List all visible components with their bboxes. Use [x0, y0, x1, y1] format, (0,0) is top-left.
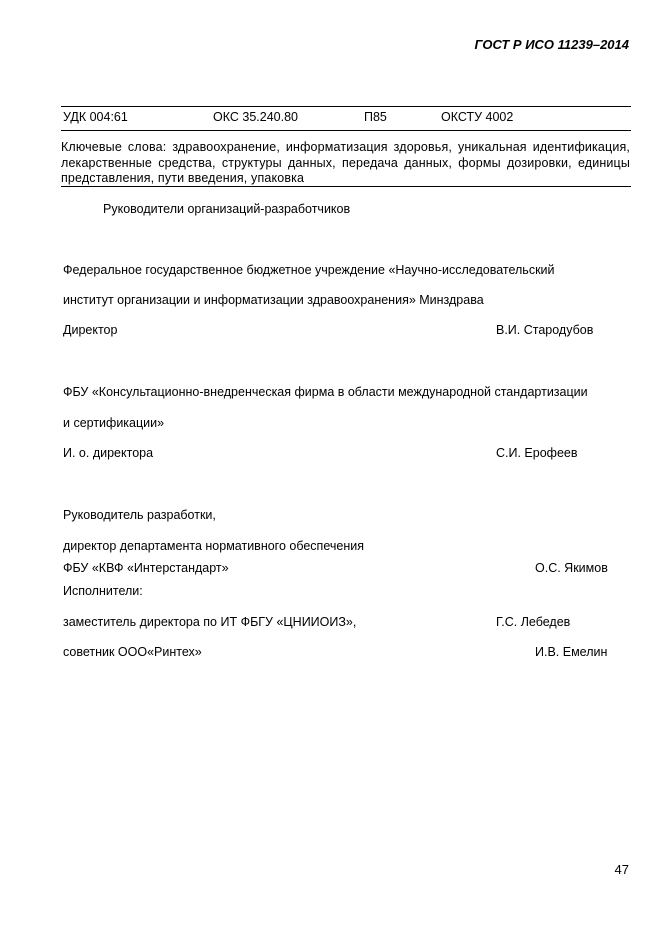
performers-title: Исполнители:	[63, 584, 143, 598]
org1-line1: Федеральное государственное бюджетное учреждение «Научно-исследовательский	[63, 263, 555, 277]
keywords-rule	[61, 186, 631, 187]
performer2-name: И.В. Емелин	[535, 645, 608, 659]
document-code: ГОСТ Р ИСО 11239–2014	[474, 37, 629, 52]
lead-title: Руководитель разработки,	[63, 508, 216, 522]
oks-code: ОКС 35.240.80	[213, 110, 298, 124]
lead-org: ФБУ «КВФ «Интерстандарт»	[63, 561, 229, 575]
udk-code: УДК 004:61	[63, 110, 128, 124]
performer1-name: Г.С. Лебедев	[496, 615, 571, 629]
org2-signatory: С.И. Ерофеев	[496, 446, 578, 460]
org1-line2: институт организации и информатизации здравоохранения» Минздрава	[63, 293, 484, 307]
org2-line1: ФБУ «Консультационно-внедренческая фирма в области международной стандартизации	[63, 385, 588, 399]
org2-role: И. о. директора	[63, 446, 154, 460]
performer1-role: заместитель директора по ИТ ФБГУ «ЦНИИОИЗ»,	[63, 615, 357, 629]
lead-position: директор департамента нормативного обеспечения	[63, 539, 364, 553]
top-rule	[61, 106, 631, 107]
keywords-text: Ключевые слова: здравоохранение, информатизация здоровья, уникальная идентификация, лекарственные средства, структуры данных, передача данных, формы дозировки, единицы представления, пути введения, упаковка	[61, 140, 630, 185]
page-number: 47	[614, 862, 629, 877]
performer2-role: советник ООО«Ринтех»	[63, 645, 202, 659]
lead-signatory: О.С. Якимов	[535, 561, 608, 575]
okstu-code: ОКСТУ 4002	[441, 110, 514, 124]
org1-signatory: В.И. Стародубов	[496, 323, 594, 337]
org1-role: Директор	[63, 323, 118, 337]
meta-rule	[61, 130, 631, 131]
p-code: П85	[364, 110, 387, 124]
org2-line2: и сертификации»	[63, 416, 165, 430]
developers-heading: Руководители организаций-разработчиков	[103, 202, 351, 216]
